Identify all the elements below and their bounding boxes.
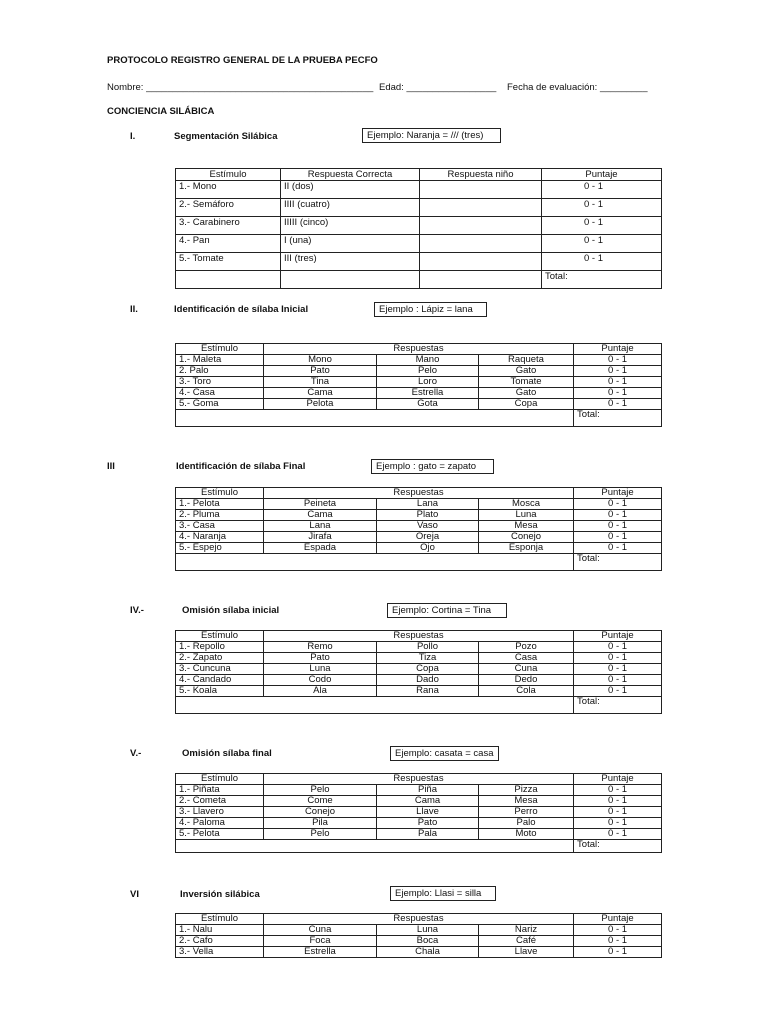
option-cell[interactable]: Copa [377,664,479,675]
option-cell[interactable]: Ojo [377,543,479,554]
total-row [176,271,662,289]
stimulus-cell: 4.- Naranja [176,532,264,543]
table-row [176,199,662,217]
header-answers: Respuestas [264,914,574,925]
option-cell[interactable]: Gota [377,399,479,410]
section-6-title: Inversión silábica [180,889,260,900]
option-cell[interactable]: Luna [264,664,377,675]
score-cell[interactable]: 0 - 1 [574,521,662,532]
table-row [176,355,662,366]
option-cell[interactable]: Mano [377,355,479,366]
table-header-row [176,344,662,355]
option-cell[interactable]: Espada [264,543,377,554]
option-cell[interactable]: Moto [479,829,574,840]
option-cell[interactable]: Mesa [479,796,574,807]
table-row [176,785,662,796]
empty-cell [281,271,420,289]
option-cell[interactable]: Luna [377,925,479,936]
option-cell[interactable]: Ala [264,686,377,697]
section-1-example: Ejemplo: Naranja = /// (tres) [362,128,501,143]
section-2-title: Identificación de sílaba Inicial [174,304,309,315]
section-2-number: II. [130,304,138,315]
option-cell[interactable]: Palo [479,818,574,829]
header-stimulus: Estímulo [176,344,264,355]
score-cell[interactable]: 0 - 1 [542,235,662,253]
option-cell[interactable]: Pozo [479,642,574,653]
option-cell[interactable]: Dedo [479,675,574,686]
table-header-row [176,631,662,642]
option-cell[interactable]: Mosca [479,499,574,510]
section-5-number: V.- [130,748,142,759]
name-field[interactable]: Nombre: ___________________________________________ [107,82,374,93]
score-cell[interactable]: 0 - 1 [542,199,662,217]
total-label[interactable]: Total: [574,410,662,427]
table-row [176,947,662,958]
stimulus-cell: 4.- Candado [176,675,264,686]
header-answers: Respuestas [264,774,574,785]
score-cell[interactable]: 0 - 1 [574,510,662,521]
option-cell[interactable]: Pato [377,818,479,829]
option-cell[interactable]: Pato [264,366,377,377]
stimulus-cell: 4.- Paloma [176,818,264,829]
option-cell[interactable]: Codo [264,675,377,686]
header-answers: Respuestas [264,631,574,642]
section-4-table [175,630,662,714]
option-cell[interactable]: Foca [264,936,377,947]
total-row [176,410,662,427]
stimulus-cell: 5.- Espejo [176,543,264,554]
option-cell[interactable]: Pelo [264,785,377,796]
score-cell[interactable]: 0 - 1 [542,253,662,271]
table-row [176,521,662,532]
option-cell[interactable]: Pelo [264,829,377,840]
table-header-row [176,774,662,785]
table-row [176,675,662,686]
stimulus-cell: 5.- Pelota [176,829,264,840]
child-answer-cell[interactable] [420,199,542,217]
header-stimulus: Estímulo [176,774,264,785]
table-row [176,377,662,388]
empty-cell [420,271,542,289]
table-row [176,796,662,807]
stimulus-cell: 1.- Nalu [176,925,264,936]
total-label[interactable]: Total: [574,840,662,853]
option-cell[interactable]: Chala [377,947,479,958]
option-cell[interactable]: Nariz [479,925,574,936]
option-cell[interactable]: Cama [264,510,377,521]
score-cell[interactable]: 0 - 1 [574,388,662,399]
header-stimulus: Estímulo [176,631,264,642]
total-label[interactable]: Total: [574,697,662,714]
section-1-table [175,168,662,289]
empty-cell [176,554,574,571]
document-title: PROTOCOLO REGISTRO GENERAL DE LA PRUEBA PECFO [107,55,378,66]
option-cell[interactable]: Gato [479,388,574,399]
stimulus-cell: 3.- Carabinero [176,217,281,235]
score-cell[interactable]: 0 - 1 [542,181,662,199]
option-cell[interactable]: Pelo [377,366,479,377]
table-row [176,388,662,399]
option-cell[interactable]: Estrella [377,388,479,399]
option-cell[interactable]: Peineta [264,499,377,510]
table-row [176,664,662,675]
option-cell[interactable]: Plato [377,510,479,521]
header-score: Puntaje [574,631,662,642]
stimulus-cell: 1.- Mono [176,181,281,199]
score-cell[interactable]: 0 - 1 [574,377,662,388]
empty-cell [176,271,281,289]
option-cell[interactable]: Pato [264,653,377,664]
table-row [176,829,662,840]
score-cell[interactable]: 0 - 1 [574,686,662,697]
section-5-example: Ejemplo: casata = casa [390,746,499,761]
total-row [176,840,662,853]
option-cell[interactable]: Tiza [377,653,479,664]
table-row [176,217,662,235]
option-cell[interactable]: Pila [264,818,377,829]
section-3-table [175,487,662,571]
correct-answer-cell: III (tres) [281,253,420,271]
section-3-example: Ejemplo : gato = zapato [371,459,494,474]
empty-cell [176,697,574,714]
table-row [176,253,662,271]
option-cell[interactable]: Piña [377,785,479,796]
score-cell[interactable]: 0 - 1 [574,664,662,675]
score-cell[interactable]: 0 - 1 [574,796,662,807]
header-stimulus: Estímulo [176,488,264,499]
stimulus-cell: 5.- Goma [176,399,264,410]
total-label[interactable]: Total: [542,271,662,289]
stimulus-cell: 2.- Pluma [176,510,264,521]
table-row [176,399,662,410]
stimulus-cell: 2.- Semáforo [176,199,281,217]
section-1-number: I. [130,131,136,142]
section-6-number: VI [130,889,139,900]
table-row [176,807,662,818]
option-cell[interactable]: Rana [377,686,479,697]
evaluation-date-field[interactable]: Fecha de evaluación: _________ [507,82,648,93]
header-correct-answer: Respuesta Correcta [281,169,420,181]
section-title: CONCIENCIA SILÁBICA [107,106,215,117]
section-4-example: Ejemplo: Cortina = Tina [387,603,507,618]
table-row [176,936,662,947]
stimulus-cell: 2.- Zapato [176,653,264,664]
table-row [176,499,662,510]
section-5-title: Omisión sílaba final [182,748,272,759]
child-answer-cell[interactable] [420,181,542,199]
option-cell[interactable]: Pala [377,829,479,840]
total-row [176,554,662,571]
option-cell[interactable]: Remo [264,642,377,653]
stimulus-cell: 3.- Llavero [176,807,264,818]
table-header-row [176,914,662,925]
stimulus-cell: 1.- Repollo [176,642,264,653]
header-answers: Respuestas [264,488,574,499]
table-row [176,925,662,936]
score-cell[interactable]: 0 - 1 [574,653,662,664]
stimulus-cell: 3.- Casa [176,521,264,532]
score-cell[interactable]: 0 - 1 [574,785,662,796]
table-row [176,510,662,521]
score-cell[interactable]: 0 - 1 [542,217,662,235]
child-answer-cell[interactable] [420,253,542,271]
score-cell[interactable]: 0 - 1 [574,366,662,377]
option-cell[interactable]: Come [264,796,377,807]
header-score: Puntaje [574,774,662,785]
header-answers: Respuestas [264,344,574,355]
option-cell[interactable]: Llave [479,947,574,958]
section-6-table [175,913,662,958]
header-score: Puntaje [574,914,662,925]
option-cell[interactable]: Pollo [377,642,479,653]
section-4-number: IV.- [130,605,144,616]
option-cell[interactable]: Boca [377,936,479,947]
section-2-table [175,343,662,427]
option-cell[interactable]: Gato [479,366,574,377]
option-cell[interactable]: Cama [377,796,479,807]
table-row [176,642,662,653]
score-cell[interactable]: 0 - 1 [574,675,662,686]
section-5-table [175,773,662,853]
age-field[interactable]: Edad: _________________ [379,82,497,93]
score-cell[interactable]: 0 - 1 [574,399,662,410]
option-cell[interactable]: Luna [479,510,574,521]
table-header-row [176,488,662,499]
option-cell[interactable]: Tina [264,377,377,388]
score-cell[interactable]: 0 - 1 [574,947,662,958]
option-cell[interactable]: Mono [264,355,377,366]
header-score: Puntaje [574,344,662,355]
stimulus-cell: 1.- Maleta [176,355,264,366]
child-answer-cell[interactable] [420,235,542,253]
option-cell[interactable]: Lana [264,521,377,532]
section-3-title: Identificación de sílaba Final [176,461,306,472]
option-cell[interactable]: Perro [479,807,574,818]
option-cell[interactable]: Esponja [479,543,574,554]
table-row [176,235,662,253]
header-stimulus: Estímulo [176,169,281,181]
option-cell[interactable]: Loro [377,377,479,388]
correct-answer-cell: II (dos) [281,181,420,199]
score-cell[interactable]: 0 - 1 [574,807,662,818]
score-cell[interactable]: 0 - 1 [574,499,662,510]
option-cell[interactable]: Casa [479,653,574,664]
option-cell[interactable]: Oreja [377,532,479,543]
header-score: Puntaje [542,169,662,181]
option-cell[interactable]: Raqueta [479,355,574,366]
option-cell[interactable]: Conejo [479,532,574,543]
option-cell[interactable]: Conejo [264,807,377,818]
option-cell[interactable]: Copa [479,399,574,410]
option-cell[interactable]: Lana [377,499,479,510]
section-4-title: Omisión sílaba inicial [182,605,280,616]
stimulus-cell: 4.- Casa [176,388,264,399]
stimulus-cell: 5.- Tomate [176,253,281,271]
option-cell[interactable]: Estrella [264,947,377,958]
stimulus-cell: 4.- Pan [176,235,281,253]
score-cell[interactable]: 0 - 1 [574,925,662,936]
option-cell[interactable]: Café [479,936,574,947]
correct-answer-cell: IIII (cuatro) [281,199,420,217]
score-cell[interactable]: 0 - 1 [574,829,662,840]
option-cell[interactable]: Dado [377,675,479,686]
section-6-example: Ejemplo: Llasi = silla [390,886,496,901]
empty-cell [176,840,574,853]
option-cell[interactable]: Cuna [264,925,377,936]
option-cell[interactable]: Cola [479,686,574,697]
section-3-number: III [107,461,115,472]
stimulus-cell: 2.- Cometa [176,796,264,807]
header-child-answer: Respuesta niño [420,169,542,181]
stimulus-cell: 1.- Piñata [176,785,264,796]
stimulus-cell: 5.- Koala [176,686,264,697]
option-cell[interactable]: Pelota [264,399,377,410]
stimulus-cell: 3.- Toro [176,377,264,388]
score-cell[interactable]: 0 - 1 [574,818,662,829]
correct-answer-cell: IIIII (cinco) [281,217,420,235]
header-score: Puntaje [574,488,662,499]
child-answer-cell[interactable] [420,217,542,235]
option-cell[interactable]: Vaso [377,521,479,532]
score-cell[interactable]: 0 - 1 [574,642,662,653]
correct-answer-cell: I (una) [281,235,420,253]
score-cell[interactable]: 0 - 1 [574,532,662,543]
stimulus-cell: 3.- Cuncuna [176,664,264,675]
score-cell[interactable]: 0 - 1 [574,936,662,947]
score-cell[interactable]: 0 - 1 [574,355,662,366]
table-row [176,653,662,664]
table-row [176,366,662,377]
section-2-example: Ejemplo : Lápiz = lana [374,302,487,317]
stimulus-cell: 2. Palo [176,366,264,377]
section-1-title: Segmentación Silábica [174,131,278,142]
total-row [176,697,662,714]
total-label[interactable]: Total: [574,554,662,571]
empty-cell [176,410,574,427]
score-cell[interactable]: 0 - 1 [574,543,662,554]
option-cell[interactable]: Pizza [479,785,574,796]
option-cell[interactable]: Cuna [479,664,574,675]
option-cell[interactable]: Jirafa [264,532,377,543]
table-row [176,543,662,554]
option-cell[interactable]: Cama [264,388,377,399]
stimulus-cell: 2.- Cafo [176,936,264,947]
stimulus-cell: 1.- Pelota [176,499,264,510]
table-row [176,181,662,199]
table-row [176,532,662,543]
table-row [176,686,662,697]
table-header-row [176,169,662,181]
option-cell[interactable]: Mesa [479,521,574,532]
option-cell[interactable]: Tomate [479,377,574,388]
stimulus-cell: 3.- Vella [176,947,264,958]
option-cell[interactable]: Llave [377,807,479,818]
table-row [176,818,662,829]
header-stimulus: Estímulo [176,914,264,925]
